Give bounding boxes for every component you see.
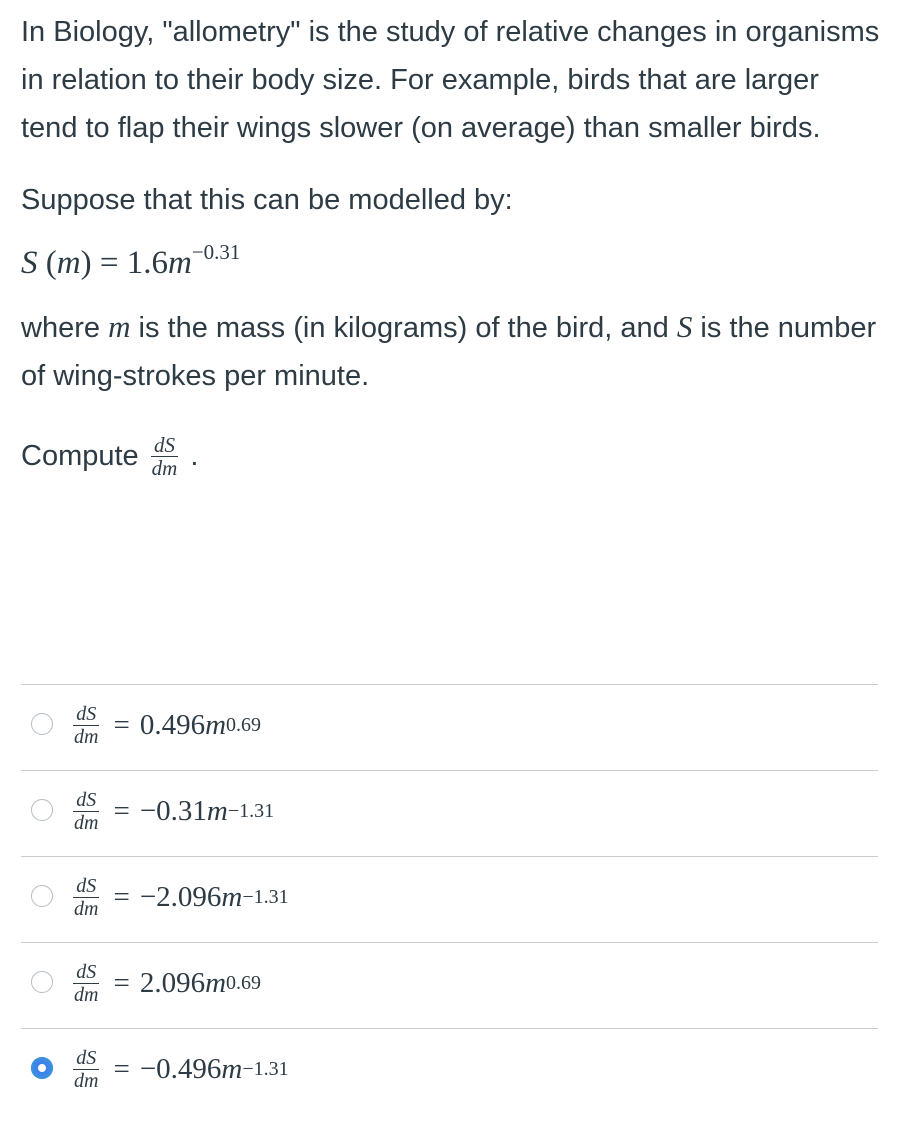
answer-den: dm bbox=[74, 898, 99, 920]
answer-option-5[interactable] bbox=[21, 1028, 878, 1114]
answer-num: dS bbox=[73, 1047, 99, 1070]
radio-button-1[interactable] bbox=[31, 713, 53, 735]
answer-coef: −0.496 bbox=[139, 1053, 222, 1085]
answer-num: dS bbox=[73, 961, 99, 984]
compute-end: . bbox=[190, 440, 199, 472]
answer-math-5 bbox=[71, 1047, 289, 1092]
compute-line bbox=[21, 426, 881, 486]
answer-fraction bbox=[71, 875, 101, 920]
compute-den: dm bbox=[151, 455, 178, 480]
compute-fraction bbox=[149, 434, 181, 479]
compute-label: Compute bbox=[21, 440, 139, 472]
answer-eq: = bbox=[113, 967, 130, 999]
answer-fraction bbox=[71, 1047, 101, 1092]
answer-math-3 bbox=[71, 875, 289, 920]
where-paragraph bbox=[21, 303, 881, 400]
answer-den: dm bbox=[74, 812, 99, 834]
where-var-m: m bbox=[108, 309, 131, 344]
formula-var: m bbox=[167, 245, 192, 281]
answer-math-2 bbox=[71, 789, 274, 834]
where-middle: is the mass (in kilograms) of the bird, and bbox=[138, 312, 669, 344]
answer-var: m bbox=[206, 795, 228, 827]
answer-list bbox=[21, 684, 878, 1114]
answer-fraction bbox=[71, 961, 101, 1006]
answer-coef: −2.096 bbox=[139, 881, 222, 913]
answer-option-2[interactable] bbox=[21, 770, 878, 856]
answer-eq: = bbox=[113, 709, 130, 741]
answer-eq: = bbox=[113, 795, 130, 827]
answer-fraction bbox=[71, 789, 101, 834]
formula-func: S bbox=[21, 245, 38, 281]
answer-var: m bbox=[205, 967, 227, 999]
where-var-s: S bbox=[676, 309, 693, 344]
where-suffix: is the number of wing-strokes per minute. bbox=[21, 312, 877, 392]
radio-button-2[interactable] bbox=[31, 799, 53, 821]
answer-math-1 bbox=[71, 703, 261, 748]
answer-coef: 2.096 bbox=[139, 967, 206, 999]
model-formula bbox=[21, 228, 881, 287]
answer-var: m bbox=[221, 881, 243, 913]
answer-den: dm bbox=[74, 1070, 99, 1092]
radio-button-4[interactable] bbox=[31, 971, 53, 993]
answer-eq: = bbox=[113, 881, 130, 913]
answer-exp: 0.69 bbox=[226, 972, 262, 994]
suppose-paragraph: Suppose that this can be modelled by: bbox=[21, 184, 513, 216]
formula-coef: 1.6 bbox=[126, 245, 168, 281]
answer-exp: −1.31 bbox=[227, 800, 275, 822]
answer-fraction bbox=[71, 703, 101, 748]
answer-math-4 bbox=[71, 961, 261, 1006]
answer-eq: = bbox=[113, 1053, 130, 1085]
answer-exp: 0.69 bbox=[226, 714, 262, 736]
formula-exp: −0.31 bbox=[191, 240, 241, 264]
radio-button-5-selected[interactable] bbox=[31, 1057, 53, 1079]
formula-arg-wrap: (m) bbox=[45, 245, 92, 281]
answer-option-4[interactable] bbox=[21, 942, 878, 1028]
answer-var: m bbox=[221, 1053, 243, 1085]
answer-den: dm bbox=[74, 726, 99, 748]
intro-paragraph: In Biology, "allometry" is the study of relative changes in organisms in relation to their body size. For example, birds that are larger tend to flap their wings slower (on average) than smaller birds. bbox=[21, 16, 880, 144]
answer-exp: −1.31 bbox=[242, 886, 289, 908]
radio-button-3[interactable] bbox=[31, 885, 53, 907]
formula-eq: = bbox=[99, 245, 119, 281]
compute-num: dS bbox=[151, 434, 178, 457]
answer-coef: 0.496 bbox=[139, 709, 206, 741]
answer-num: dS bbox=[73, 789, 99, 812]
answer-var: m bbox=[205, 709, 227, 741]
answer-num: dS bbox=[73, 875, 99, 898]
answer-num: dS bbox=[73, 703, 99, 726]
formula-arg: m bbox=[56, 245, 81, 281]
answer-den: dm bbox=[74, 984, 99, 1006]
answer-option-1[interactable] bbox=[21, 684, 878, 770]
answer-option-3[interactable] bbox=[21, 856, 878, 942]
answer-exp: −1.31 bbox=[242, 1058, 289, 1080]
where-prefix: where bbox=[21, 312, 100, 344]
question-text bbox=[21, 8, 881, 486]
answer-coef: −0.31 bbox=[139, 795, 207, 827]
